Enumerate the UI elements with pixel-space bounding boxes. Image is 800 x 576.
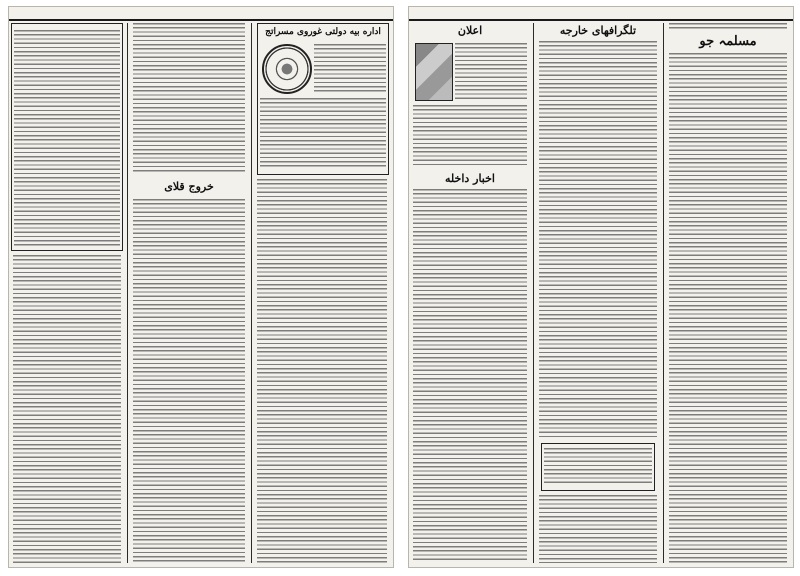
company-seal-logo xyxy=(262,44,312,94)
insurance-advert xyxy=(257,23,389,175)
column-body-text xyxy=(539,41,657,437)
ads-heading: اعلان xyxy=(457,24,483,37)
column-b xyxy=(537,23,659,563)
domestic-heading: اخبار داخله xyxy=(445,172,495,185)
column-rule xyxy=(533,23,534,563)
lead-heading: مسلمہ جو xyxy=(699,34,757,49)
column-intro-text xyxy=(669,23,787,31)
notice-text xyxy=(544,448,652,486)
column-body-text xyxy=(413,189,527,563)
advert-image xyxy=(415,43,453,101)
advert-text xyxy=(413,105,527,165)
column-body-text xyxy=(669,53,787,563)
column-body-text xyxy=(257,179,387,563)
notice-box xyxy=(541,443,655,491)
advert-text xyxy=(314,44,386,92)
column-c xyxy=(667,23,789,563)
column-rule xyxy=(663,23,664,563)
foreign-heading: تلگرافهای خارجه xyxy=(559,24,637,37)
column-3 xyxy=(255,23,389,563)
advert-body-text xyxy=(14,30,120,246)
column-body-text xyxy=(539,495,657,563)
column-rule xyxy=(127,23,128,563)
column-body-text xyxy=(133,199,245,563)
column-rule xyxy=(251,23,252,563)
running-head xyxy=(409,7,793,21)
newspaper-page-left xyxy=(8,6,394,568)
advert-text-block xyxy=(11,23,123,251)
column-body-text xyxy=(13,255,121,563)
advert-text xyxy=(260,98,386,168)
column-body-text xyxy=(133,23,245,173)
column-a xyxy=(411,23,529,563)
advert-title: اداره بیه دولتی غوروی مسراتج xyxy=(265,27,381,37)
binding-gutter xyxy=(396,0,404,576)
column-2 xyxy=(131,23,247,563)
advert-text xyxy=(455,43,527,99)
newspaper-page-right xyxy=(408,6,794,568)
column-1 xyxy=(11,23,123,563)
column-heading: خروج قلای xyxy=(164,180,214,193)
running-head xyxy=(9,7,393,21)
